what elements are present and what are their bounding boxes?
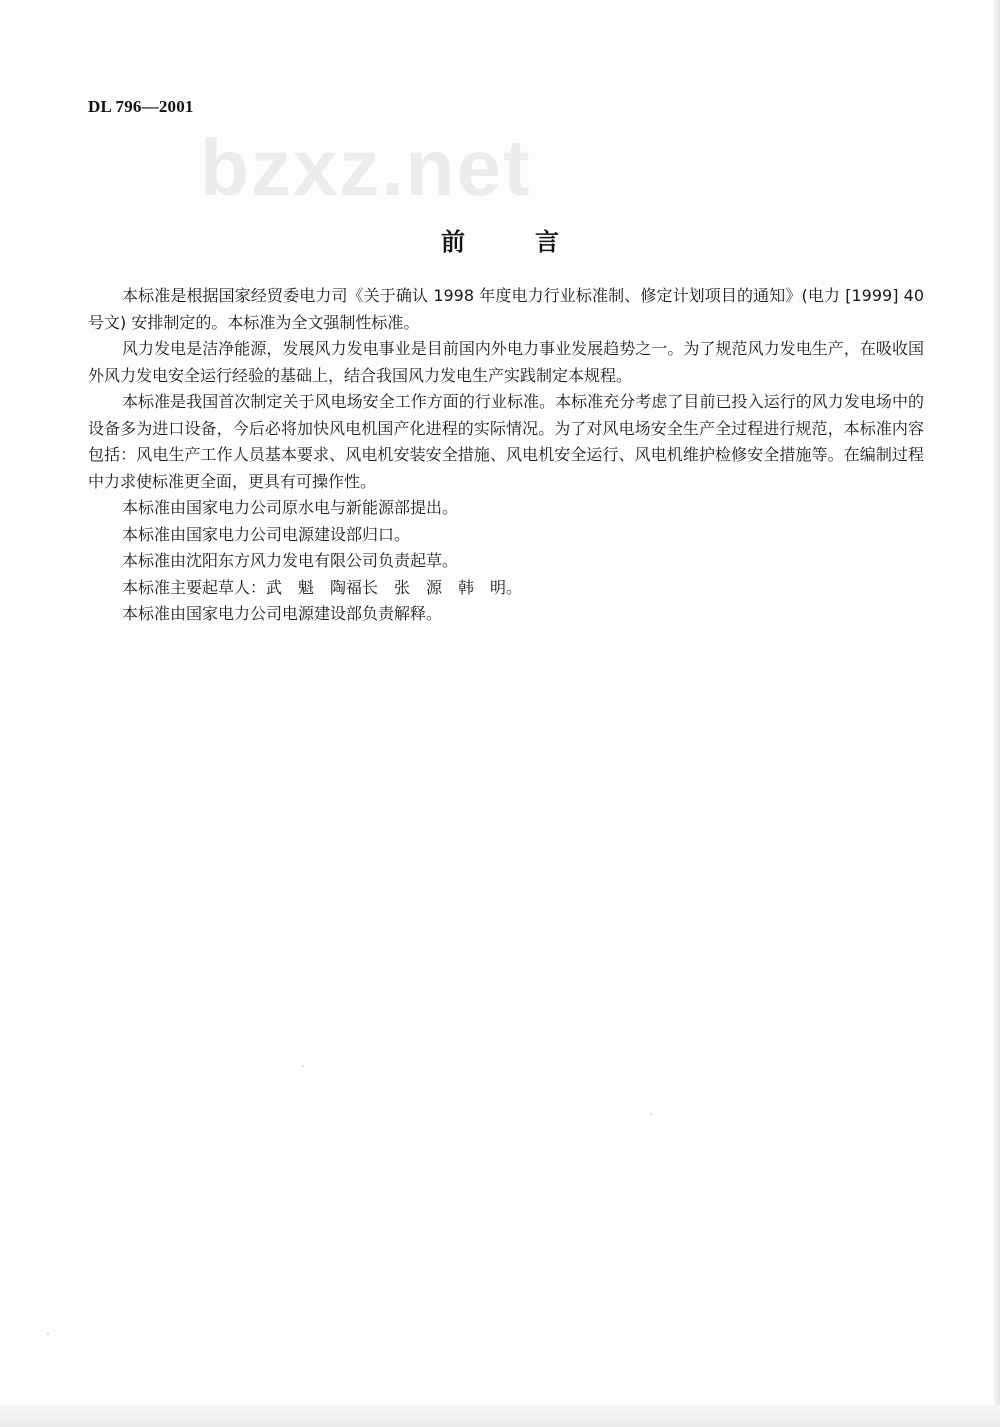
paragraph-basis: 本标准是根据国家经贸委电力司《关于确认 1998 年度电力行业标准制、修定计划项目的通知》(电力 [1999] 40 号文) 安排制定的。本标准为全文强制性标准。 — [88, 286, 924, 332]
scan-speck — [302, 1065, 304, 1067]
paragraph-drafters: 本标准主要起草人：武 魁 陶福长 张 源 韩 明。 — [122, 577, 523, 597]
paragraph-proposer: 本标准由国家电力公司原水电与新能源部提出。 — [122, 498, 459, 517]
watermark: bzxz.net — [200, 123, 532, 212]
page-edge-bottom — [0, 1405, 1000, 1427]
scan-speck — [650, 1113, 652, 1115]
title-char-2: 言 — [535, 228, 559, 256]
page-edge-right — [994, 0, 1000, 1427]
paragraph-interpretation: 本标准由国家电力公司电源建设部负责解释。 — [122, 604, 443, 623]
paragraph-centralized: 本标准由国家电力公司电源建设部归口。 — [122, 524, 411, 544]
paragraph-scope: 本标准是我国首次制定关于风电场安全工作方面的行业标准。本标准充分考虑了目前已投入运行的风力发电场中的设备多为进口设备，今后必将加快风电机国产化进程的实际情况。为了对风电场安全生产全过程进行规范，本标准内容包括：风电生产工作人员基本要求、风电机安装安全措施、风电机安全运行、风电机维护检修安全措施等。在编制过程中力求使标准更全面，更具有可操作性。 — [88, 392, 924, 491]
scan-speck — [47, 1333, 49, 1335]
paragraph-background: 风力发电是洁净能源，发展风力发电事业是目前国内外电力事业发展趋势之一。为了规范风力发电生产，在吸收国外风力发电安全运行经验的基础上，结合我国风力发电生产实践制定本规程。 — [88, 339, 924, 385]
section-title — [0, 222, 1000, 257]
document-code: DL 796—2001 — [88, 97, 194, 116]
title-char-1: 前 — [441, 228, 465, 256]
foreword-body — [88, 283, 924, 628]
paragraph-drafting-unit: 本标准由沈阳东方风力发电有限公司负责起草。 — [122, 551, 459, 570]
